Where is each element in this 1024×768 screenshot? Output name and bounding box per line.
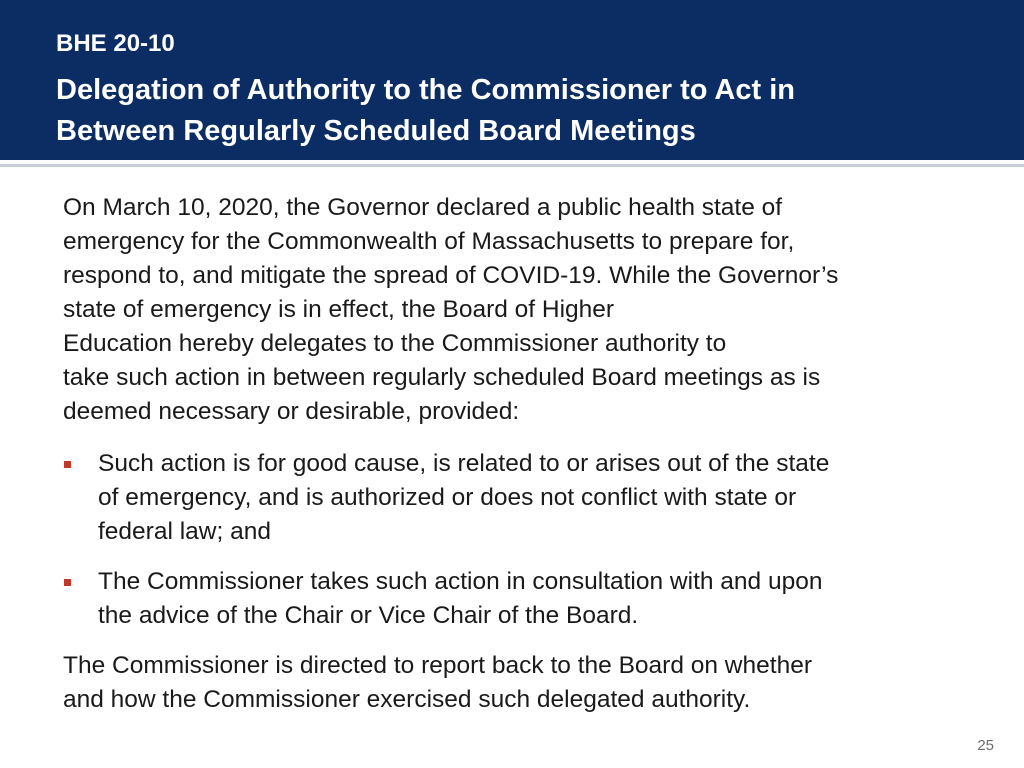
slide-title-line: Delegation of Authority to the Commissioner to Act in [56,74,795,106]
intro-paragraph [63,191,983,429]
list-item-line: the advice of the Chair or Vice Chair of the Board. [98,602,639,629]
paragraph-line: take such action in between regularly scheduled Board meetings as is [63,364,821,391]
page-number: 25 [977,737,994,754]
provisions-list [63,447,983,633]
list-item-line: of emergency, and is authorized or does not conflict with state or [98,484,797,511]
slide-title [56,70,996,152]
list-item [63,565,983,633]
list-item [63,447,983,549]
paragraph-line: The Commissioner is directed to report back to the Board on whether [63,652,812,679]
list-item-line: federal law; and [98,518,271,545]
paragraph-line: On March 10, 2020, the Governor declared a public health state of [63,194,783,221]
slide-title-line: Between Regularly Scheduled Board Meetings [56,115,696,147]
paragraph-line: emergency for the Commonwealth of Massachusetts to prepare for, [63,228,795,255]
slide-code: BHE 20-10 [56,30,175,57]
paragraph-line: and how the Commissioner exercised such delegated authority. [63,686,751,713]
paragraph-line: respond to, and mitigate the spread of COVID-19. While the Governor’s [63,262,839,289]
slide-body [63,191,983,717]
paragraph-line: deemed necessary or desirable, provided: [63,398,520,425]
closing-paragraph [63,649,983,717]
list-item-line: The Commissioner takes such action in consultation with and upon [98,568,823,595]
square-bullet-icon [64,579,71,586]
paragraph-line: Education hereby delegates to the Commissioner authority to [63,330,727,357]
paragraph-line: state of emergency is in effect, the Board of Higher [63,296,615,323]
title-divider [0,164,1024,167]
square-bullet-icon [64,461,71,468]
list-item-line: Such action is for good cause, is related to or arises out of the state [98,450,830,477]
